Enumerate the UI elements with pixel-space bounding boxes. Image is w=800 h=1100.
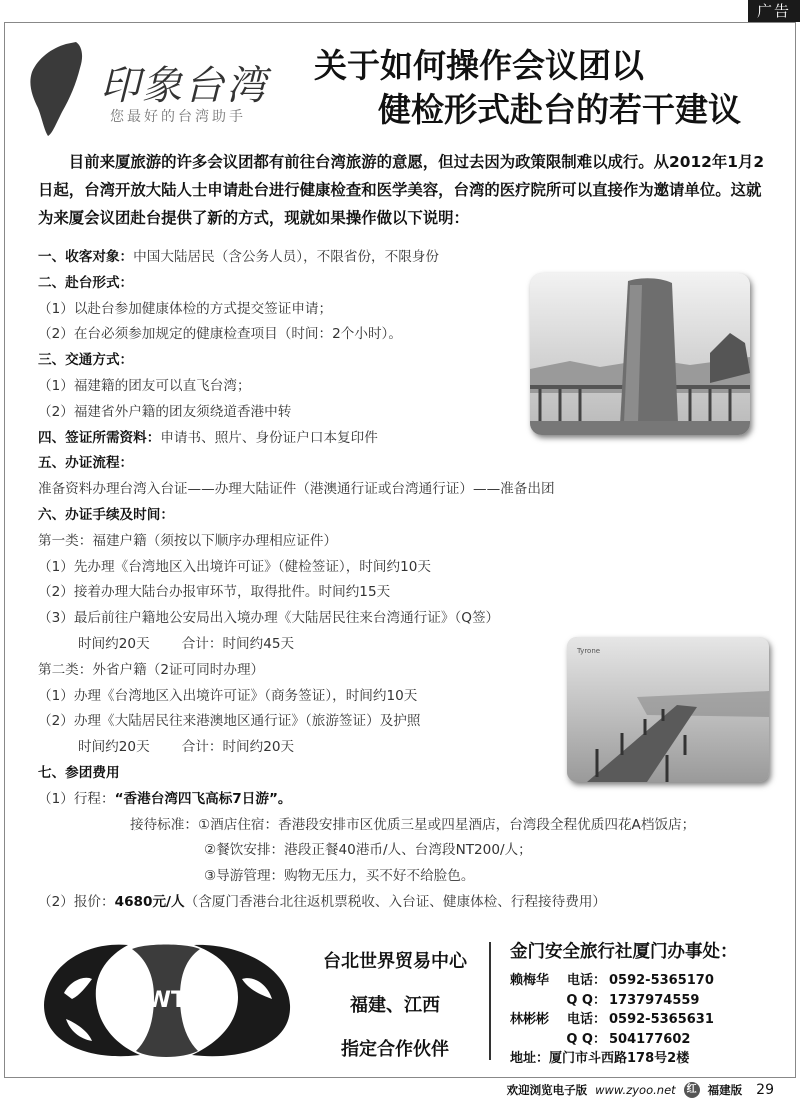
tel-label: 电话： (566, 973, 606, 988)
section-2-item-2: （2）在台必须参加规定的健康检查项目（时间：2个小时）。 (38, 326, 402, 343)
qq-value: 1737974559 (609, 992, 700, 1008)
footer-welcome: 欢迎浏览电子版 (506, 1083, 588, 1097)
category-2-time (38, 735, 778, 761)
tel-value: 0592-5365170 (609, 973, 714, 988)
category-1-step-2: （2）接着办理大陆台办报审环节，取得批件。时间约15天 (38, 584, 391, 601)
section-7-title: 七、参团费用 (38, 764, 120, 781)
intro-paragraph: 目前来厦旅游的许多会议团都有前往台湾旅游的意愿，但过去因为政策限制难以成行。从2012年1月2日起，台湾开放大陆人士申请赴台进行健康检查和医学美容，台湾的医疗院所可以直接作为邀请单位。这就为来厦会议团赴台提供了新的方式，现就如果操作做以下说明： (38, 153, 765, 227)
time-text: 时间约20天 (78, 739, 150, 756)
section-3-item-1: （1）福建籍的团友可以直飞台湾； (38, 377, 251, 394)
section-text: 申请书、照片、身份证户口本复印件 (160, 429, 378, 446)
photo-caption: Tyrone (577, 647, 601, 655)
section-4 (38, 426, 778, 452)
title-line-1: 关于如何操作会议团以 (314, 46, 644, 85)
fee-itinerary (38, 787, 778, 813)
category-2-step-2: （2）办理《大陆居民往来港澳地区通行证》（旅游签证）及护照 (38, 713, 421, 730)
price-value: 4680元/人 (114, 893, 185, 910)
qq-label: Q Q： (566, 1031, 606, 1047)
contact-1-tel (510, 971, 800, 991)
standard-3: ③导游管理：购物无压力，买不好不给脸色。 (204, 868, 475, 885)
divider (489, 942, 491, 1060)
page-footer (507, 1080, 774, 1100)
agency-title: 金门安全旅行社厦门办事处： (510, 942, 738, 962)
address-value: 厦门市斗西路178号2楼 (549, 1051, 690, 1066)
partner-line-3: 指定合作伙伴 (341, 1039, 449, 1060)
section-3-item-2: （2）福建省外户籍的团友须绕道香港中转 (38, 403, 292, 420)
footer-edition: 福建版 (707, 1083, 743, 1097)
partner-text (310, 940, 480, 1072)
section-title: 四、签证所需资料： (38, 429, 161, 446)
page-number: 29 (756, 1082, 774, 1098)
agency-address (510, 1049, 800, 1069)
twtc-logo (36, 935, 298, 1065)
trip-name: “香港台湾四飞高标7日游”。 (114, 790, 292, 807)
logo-name: 印象台湾 (100, 63, 268, 109)
total-text: 合计：时间约20天 (181, 739, 295, 756)
qq-label: Q Q： (566, 992, 606, 1008)
section-3-title: 三、交通方式： (38, 352, 134, 369)
category-1-step-3: （3）最后前往户籍地公安局出入境办理《大陆居民往来台湾通行证》（Q签） (38, 610, 500, 627)
fee-label: （2）报价： (38, 893, 115, 910)
page-title (300, 44, 770, 132)
standard-2: ②餐饮安排：港段正餐40港币/人、台湾段NT200/人； (204, 842, 532, 859)
category-1: 第一类：福建户籍（须按以下顺序办理相应证件） (38, 532, 338, 549)
brand-logo (18, 38, 298, 138)
footer-url[interactable]: www.zyoo.net (595, 1083, 676, 1097)
contact-2-qq (510, 1030, 800, 1050)
section-5-title: 五、办证流程： (38, 455, 134, 472)
ad-tag: 广告 (748, 0, 800, 22)
section-text: 中国大陆居民（含公务人员），不限省份，不限身份 (133, 249, 440, 265)
category-2-step-1: （1）办理《台湾地区入出境许可证》（商务签证），时间约10天 (38, 687, 418, 704)
category-1-step-1: （1）先办理《台湾地区入出境许可证》（健检签证），时间约10天 (38, 558, 431, 575)
contact-2-tel (510, 1010, 800, 1030)
taiwan-island-icon (18, 38, 108, 138)
tel-value: 0592-5365631 (609, 1012, 714, 1027)
address-label: 地址： (510, 1051, 550, 1066)
body-content (38, 245, 778, 916)
agency-contact (510, 938, 800, 1069)
price-note: （含厦门香港台北往返机票税收、入台证、健康体检、行程接待费用） (184, 893, 607, 910)
fee-price (38, 890, 778, 916)
partner-line-2: 福建、江西 (350, 995, 440, 1016)
section-2-item-1: （1）以赴台参加健康体检的方式提交签证申请； (38, 300, 333, 317)
section-5-text: 准备资料办理台湾入台证——办理大陆证件（港澳通行证或台湾通行证）——准备出团 (38, 481, 555, 498)
section-6-title: 六、办证手续及时间： (38, 506, 174, 523)
title-line-2: 健检形式赴台的若干建议 (378, 90, 741, 129)
standard-1: 接待标准：①酒店住宿：香港段安排市区优质三星或四星酒店，台湾段全程优质四花A档饭店； (130, 816, 696, 833)
section-title: 一、收客对象： (38, 249, 134, 265)
category-1-time (38, 632, 778, 658)
partner-line-1: 台北世界贸易中心 (323, 951, 467, 972)
qq-value: 504177602 (609, 1031, 691, 1047)
contact-name: 赖梅华 (510, 973, 550, 988)
time-text: 时间约20天 (78, 635, 150, 652)
contact-1-qq (510, 991, 800, 1011)
section-1 (38, 245, 778, 271)
logo-slogan: 您最好的台湾助手 (110, 109, 246, 125)
twtc-logo-text: TWTC (131, 988, 203, 1013)
category-2: 第二类：外省户籍（2证可同时办理） (38, 661, 265, 678)
tel-label: 电话： (566, 1012, 606, 1027)
total-text: 合计：时间约45天 (181, 635, 295, 652)
fee-label: （1）行程： (38, 790, 115, 807)
section-2-title: 二、赴台形式： (38, 274, 134, 291)
red-badge-icon: 红 (684, 1082, 700, 1098)
contact-name: 林彬彬 (510, 1012, 550, 1027)
